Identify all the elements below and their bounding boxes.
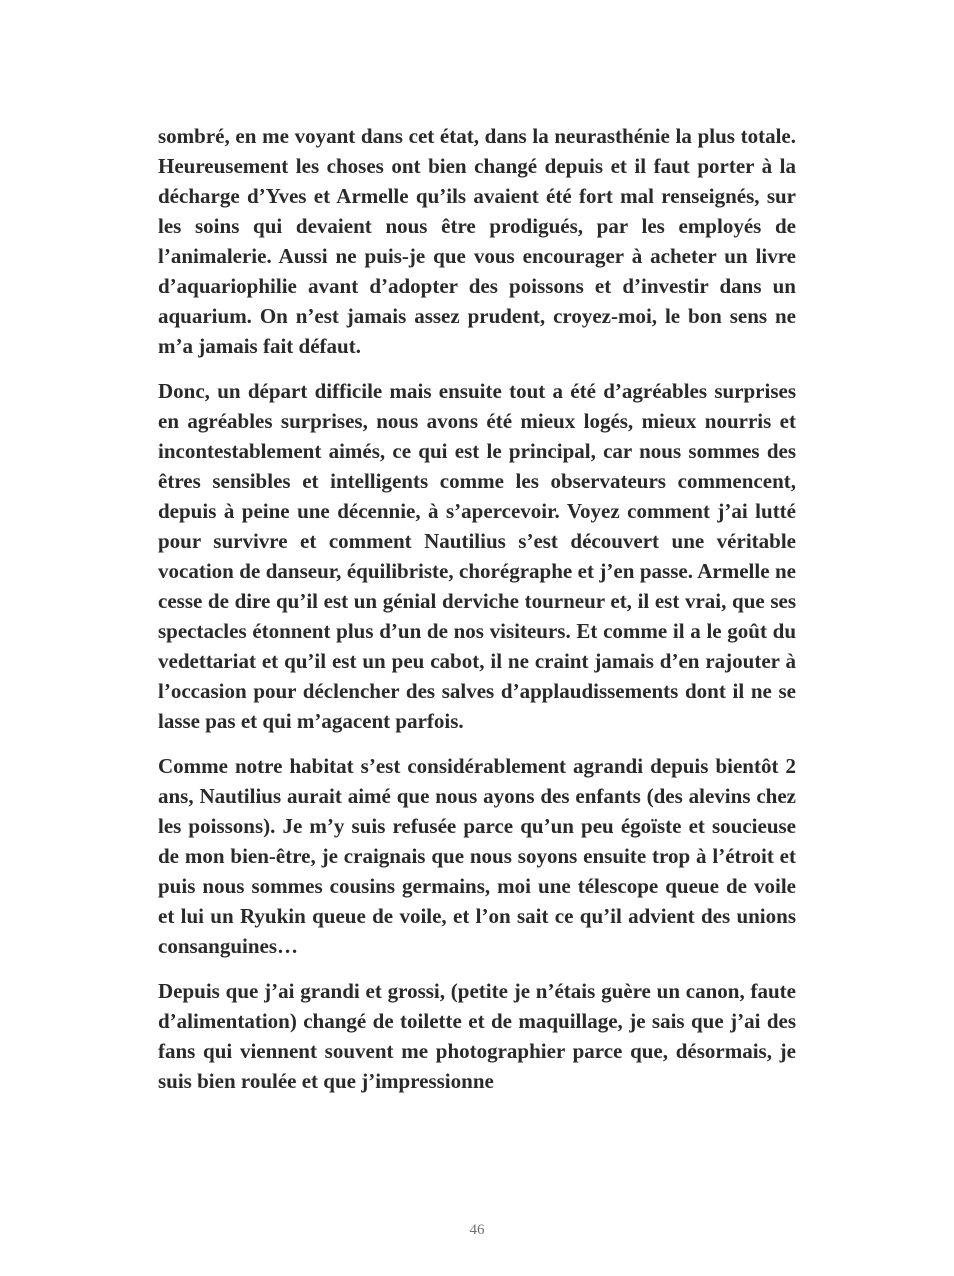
page-number: 46 [469,1222,485,1238]
paragraph-3: Comme notre habitat s’est considérablement agrandi depuis bientôt 2 ans, Nautilius aurait aimé que nous ayons des enfants (des alevins chez les poissons). Je m’y suis refusée parce qu’un peu égoïste et soucieuse de mon bien-être, je craignais que nous soyons ensuite trop à l’étroit et puis nous sommes cousins germains, moi une télescope queue de voile et lui un Ryukin queue de voile, et l’on sait ce qu’il advient des unions consanguines… [158,754,796,958]
body-text [158,121,796,1111]
paragraph-4: Depuis que j’ai grandi et grossi, (petite je n’étais guère un canon, faute d’alimentation) changé de toilette et de maquillage, je sais que j’ai des fans qui viennent souvent me photographier parce que, désormais, je suis bien roulée et que j’impressionne [158,979,796,1093]
paragraph-2: Donc, un départ difficile mais ensuite tout a été d’agréables surprises en agréables surprises, nous avons été mieux logés, mieux nourris et incontestablement aimés, ce qui est le principal, car nous sommes des êtres sensibles et intelligents comme les observateurs commencent, depuis à peine une décennie, à s’apercevoir. Voyez comment j’ai lutté pour survivre et comment Nautilius s’est découvert une véritable vocation de danseur, équilibriste, chorégraphe et j’en passe. Armelle ne cesse de dire qu’il est un génial derviche tourneur et, il est vrai, que ses spectacles étonnent plus d’un de nos visiteurs. Et comme il a le goût du vedettariat et qu’il est un peu cabot, il ne craint jamais d’en rajouter à l’occasion pour déclencher des salves d’applaudissements dont il ne se lasse pas et qui m’agacent parfois. [158,379,796,733]
paragraph-1: sombré, en me voyant dans cet état, dans la neurasthénie la plus totale. Heureusement les choses ont bien changé depuis et il faut porter à la décharge d’Yves et Armelle qu’ils avaient été fort mal renseignés, sur les soins qui devaient nous être prodigués, par les employés de l’animalerie. Aussi ne puis-je que vous encourager à acheter un livre d’aquariophilie avant d’adopter des poissons et d’investir dans un aquarium. On n’est jamais assez prudent, croyez-moi, le bon sens ne m’a jamais fait défaut. [158,124,796,358]
